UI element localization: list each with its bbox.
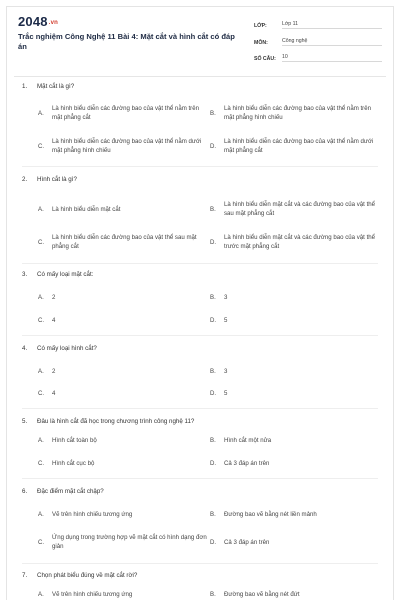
question-4 bbox=[22, 343, 378, 397]
option-text: 2 bbox=[52, 293, 56, 301]
option-key: A. bbox=[38, 109, 44, 117]
option-text: 5 bbox=[224, 316, 228, 324]
question-number: 4. bbox=[22, 344, 28, 352]
option-key: C. bbox=[38, 389, 45, 397]
answer-option-b[interactable] bbox=[210, 589, 378, 599]
question-number: 2. bbox=[22, 175, 28, 183]
answer-option-b[interactable] bbox=[210, 100, 378, 126]
meta-row-class bbox=[254, 16, 382, 29]
answer-option-a[interactable] bbox=[38, 196, 208, 222]
answer-option-a[interactable] bbox=[38, 589, 208, 599]
site-logo[interactable] bbox=[18, 14, 58, 29]
answer-option-c[interactable] bbox=[38, 457, 208, 469]
question-text: Có mấy loại hình cắt? bbox=[37, 344, 97, 352]
answer-option-d[interactable] bbox=[210, 529, 378, 555]
option-key: C. bbox=[38, 538, 45, 546]
document-header bbox=[18, 14, 382, 74]
option-key: B. bbox=[210, 109, 216, 117]
option-key: D. bbox=[210, 142, 217, 150]
question-divider bbox=[22, 335, 378, 336]
answer-option-d[interactable] bbox=[210, 133, 378, 159]
option-key: A. bbox=[38, 590, 44, 598]
answer-option-d[interactable] bbox=[210, 457, 378, 469]
option-text: Hình cắt một nửa bbox=[224, 436, 272, 444]
question-text: Chọn phát biểu đúng về mặt cắt rời? bbox=[37, 571, 138, 579]
meta-key: MÔN: bbox=[254, 39, 268, 46]
logo-suffix: .vn bbox=[48, 19, 59, 26]
meta-value: Lớp 11 bbox=[282, 21, 382, 29]
meta-info bbox=[254, 16, 382, 66]
question-divider bbox=[22, 166, 378, 167]
answer-option-a[interactable] bbox=[38, 508, 208, 520]
question-number: 5. bbox=[22, 417, 28, 425]
option-text: 4 bbox=[52, 389, 56, 397]
meta-key: LỚP: bbox=[254, 23, 267, 29]
answer-option-d[interactable] bbox=[210, 229, 378, 255]
option-text: Hình cắt toàn bộ bbox=[52, 436, 97, 444]
answer-option-c[interactable] bbox=[38, 387, 208, 399]
question-number: 1. bbox=[22, 82, 28, 90]
option-key: B. bbox=[210, 510, 216, 518]
answer-option-b[interactable] bbox=[210, 434, 378, 446]
meta-value: Công nghệ bbox=[282, 38, 382, 46]
question-text: Mặt cắt là gì? bbox=[37, 82, 75, 90]
answer-option-d[interactable] bbox=[210, 314, 378, 326]
question-divider bbox=[22, 478, 378, 479]
option-key: C. bbox=[38, 238, 45, 246]
option-key: C. bbox=[38, 142, 45, 150]
option-key: A. bbox=[38, 293, 44, 301]
answer-option-b[interactable] bbox=[210, 196, 378, 222]
option-text: Cả 3 đáp án trên bbox=[224, 459, 270, 467]
question-stem bbox=[22, 81, 378, 91]
option-text: Là hình biểu diễn mặt cắt bbox=[52, 205, 121, 213]
option-text: Ứng dụng trong trường hợp vẽ mặt cắt có hình dạng đơn giản bbox=[52, 534, 207, 550]
option-text: Hình cắt cục bộ bbox=[52, 459, 95, 467]
question-stem bbox=[22, 174, 378, 184]
option-key: B. bbox=[210, 367, 216, 375]
option-key: D. bbox=[210, 538, 217, 546]
option-text: Là hình biểu diễn các đường bao của vật thể nằm trên mặt phẳng hình chiếu bbox=[224, 105, 371, 121]
option-text: Là hình biểu diễn các đường bao của vật thể nằm trên mặt phẳng cắt bbox=[52, 105, 199, 121]
question-stem bbox=[22, 570, 378, 580]
option-key: D. bbox=[210, 389, 217, 397]
question-divider bbox=[22, 263, 378, 264]
option-text: Đường bao vẽ bằng nét liền mảnh bbox=[224, 510, 317, 518]
question-text: Đặc điểm mặt cắt chập? bbox=[37, 487, 104, 495]
answer-option-a[interactable] bbox=[38, 365, 208, 377]
option-text: 3 bbox=[224, 367, 228, 375]
question-stem bbox=[22, 486, 378, 496]
option-key: A. bbox=[38, 436, 44, 444]
option-text: Đường bao vẽ bằng nét đứt bbox=[224, 590, 300, 598]
option-text: Là hình biểu diễn mặt cắt và các đường bao của vật thể sau mặt phẳng cắt bbox=[224, 201, 376, 217]
question-5 bbox=[22, 416, 378, 467]
answer-option-c[interactable] bbox=[38, 229, 208, 255]
option-text: Là hình biểu diễn các đường bao của vật thể nằm dưới mặt phẳng cắt bbox=[224, 138, 374, 154]
answer-option-a[interactable] bbox=[38, 291, 208, 303]
option-key: C. bbox=[38, 316, 45, 324]
answer-option-b[interactable] bbox=[210, 365, 378, 377]
question-stem bbox=[22, 269, 378, 279]
logo-text: 2048 bbox=[18, 14, 48, 29]
question-number: 7. bbox=[22, 571, 28, 579]
option-text: 2 bbox=[52, 367, 56, 375]
option-key: A. bbox=[38, 510, 44, 518]
option-key: C. bbox=[38, 459, 45, 467]
answer-option-a[interactable] bbox=[38, 434, 208, 446]
option-text: Vẽ trên hình chiếu tương ứng bbox=[52, 590, 133, 598]
option-key: D. bbox=[210, 316, 217, 324]
meta-value: 10 bbox=[282, 54, 382, 62]
question-1 bbox=[22, 81, 378, 154]
question-divider bbox=[22, 563, 378, 564]
question-text: Hình cắt là gì? bbox=[37, 175, 77, 183]
option-key: D. bbox=[210, 459, 217, 467]
answer-option-b[interactable] bbox=[210, 508, 378, 520]
answer-option-c[interactable] bbox=[38, 314, 208, 326]
answer-option-b[interactable] bbox=[210, 291, 378, 303]
question-number: 3. bbox=[22, 270, 28, 278]
question-divider bbox=[22, 408, 378, 409]
option-key: B. bbox=[210, 590, 216, 598]
meta-row-count bbox=[254, 49, 382, 62]
option-key: B. bbox=[210, 205, 216, 213]
answer-option-d[interactable] bbox=[210, 387, 378, 399]
option-text: 3 bbox=[224, 293, 228, 301]
meta-row-subject bbox=[254, 33, 382, 46]
header-divider bbox=[14, 76, 386, 77]
option-text: Cả 3 đáp án trên bbox=[224, 538, 270, 546]
answer-option-a[interactable] bbox=[38, 100, 208, 126]
option-text: Là hình biểu diễn các đường bao của vật thể sau mặt phẳng cắt bbox=[52, 234, 197, 250]
option-text: Vẽ trên hình chiếu tương ứng bbox=[52, 510, 133, 518]
option-text: 5 bbox=[224, 389, 228, 397]
question-text: Có mấy loại mặt cắt: bbox=[37, 270, 94, 278]
option-key: A. bbox=[38, 205, 44, 213]
question-stem bbox=[22, 416, 378, 426]
question-6 bbox=[22, 486, 378, 550]
option-key: B. bbox=[210, 436, 216, 444]
page-title: Trắc nghiệm Công Nghệ 11 Bài 4: Mặt cắt và hình cắt có đáp án bbox=[18, 32, 235, 51]
question-7 bbox=[22, 570, 378, 598]
question-number: 6. bbox=[22, 487, 28, 495]
option-text: 4 bbox=[52, 316, 56, 324]
option-key: A. bbox=[38, 367, 44, 375]
option-text: Là hình biểu diễn mặt cắt và các đường bao của vật thể trước mặt phẳng cắt bbox=[224, 234, 376, 250]
question-stem bbox=[22, 343, 378, 353]
option-key: D. bbox=[210, 238, 217, 246]
option-text: Là hình biểu diễn các đường bao của vật thể nằm dưới mặt phẳng hình chiếu bbox=[52, 138, 202, 154]
meta-key: SỐ CÂU: bbox=[254, 56, 276, 62]
answer-option-c[interactable] bbox=[38, 529, 208, 555]
answer-option-c[interactable] bbox=[38, 133, 208, 159]
option-key: B. bbox=[210, 293, 216, 301]
question-3 bbox=[22, 269, 378, 324]
question-2 bbox=[22, 174, 378, 250]
question-text: Đâu là hình cắt đã học trong chương trình công nghệ 11? bbox=[37, 417, 195, 425]
